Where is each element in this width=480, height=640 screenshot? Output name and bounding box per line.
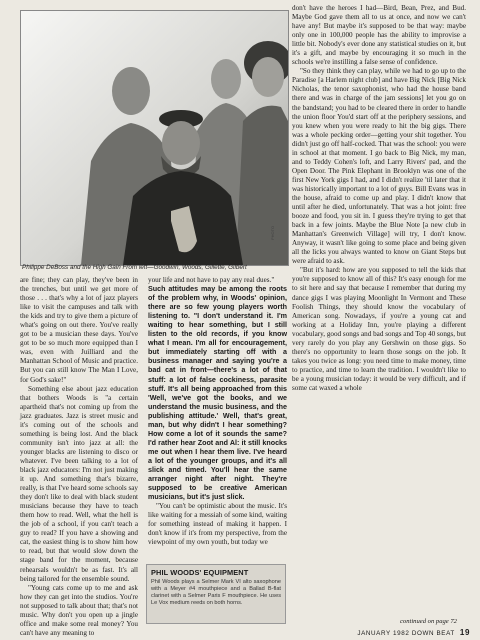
equipment-body: Phil Woods plays a Selmer Mark VI alto saxophone with a Meyer #4 mouthpiece and a Ballad B-flat clarinet with a Selmer Paris F mouthpiece. He uses Le Vox medium reeds on both horns. [151,579,281,607]
issue-label: JANUARY 1982 DOWN BEAT [357,630,455,637]
page-number: 19 [459,628,470,637]
paragraph: Something else about jazz education that bothers Woods is "a certain apartheid that's not coming up from the jazz graduates. Jazz is street music and it's coming out of the schools and something is being lost. And the black community isn't into jazz at all: the younger blacks are listening to disco or whatever. I've been talking to a lot of black jazz educators: I'm not just making it up. And something that's bizarre, really, is that I've heard some schools say they don't like to deal with black student musicians because they have to teach them how to read. Well, what the hell is the job of a school, if you can't teach a guy to read? If you have a showing and cat, the easiest thing is to show him how to read, but that would slow down the stage band for the moment, because rehearsals wouldn't be as fast. It's all being tailored for the ensemble sound. [20,384,138,583]
photo-credit: PHOTO [270,225,275,240]
paragraph: "But it's hard: how are you supposed to tell the kids that you're supposed to know all of this? It's easy enough for me to sit here and say that because I remember that during my dance gigs I was playing Moonlight In Vermont and These Foolish Things, they should know the vocabulary of American song. Nowadays, if you're a young cat and working at a Holiday Inn, you're playing a different vocabulary, good songs and bad songs and Top 40 songs, but very rarely do you play any Gershwin on those gigs. So there's no opportunity to learn those songs on the job. It takes you twice as long: you need time to make money, time to practice, and time to learn the tradition. I wouldn't like to be a young musician today: it would be very difficult, and if some cat waxed a whole [292,266,466,392]
page-footer [340,628,470,637]
paragraph: "You can't be optimistic about the music. It's like waiting for a messiah of some kind, waiting for something instead of making it happen. I don't know if it's from my perspective, from the viewpoint of my own youth, but today we [148,502,287,547]
paragraph: are fine; they can play, they've been in the trenches, but until we get more of those . . . that's why a lot of jazz players like to visit the campuses and talk with the kids and try to give them a picture of what's going on out there. You've really got to be a musician these days. You've got to be so much more equipped than I was, even with Juilliard and the Manhattan School of Music and practice. But you can still know The Man I Love, for God's sake!" [20,276,138,384]
paragraph: "Young cats come up to me and ask how they can get into the studios. You're not supposed to talk about that; that's not music. Why don't you open up a jingle office and make some real money? You can't have any meaning to [20,583,138,637]
article-column-right [292,4,466,393]
photo-caption: Philippe DeBoss and the High Gain From left—Goodwin, Woods, Gillette, Gilbert [22,264,247,271]
paragraph: your life and not have to pay any real dues." [148,276,275,284]
paragraph-lead [148,285,287,502]
article-column-left [20,276,138,638]
group-photo [20,10,289,266]
article-column-middle [148,276,287,547]
paragraph: "So they think they can play, while we had to go up to the Paradise [a Harlem night club] and have Big Nick [Big Nick Nicholas, the tenor saxophonist, who had the house band there and was in charge of the jam sessions] let you go on the bandstand; you had to be cleared there in order to handle the union floor You'd start off at the periphery sessions, and you knew when you were ready to hit the big gigs. There was a whole pecking order—getting your shit together. You didn't just go off half-cocked. That was the school: you were in school at that moment. I go back to Big Nick, my man, and to Teddy Cohen's loft, and Larry Rivers' pad, and the Open Door. The Pink Elephant in Brooklyn was one of the first New York gigs I had, and I didn't realize 'til later that it was historically important to a lot of guys. Bill Evans was in the house, afraid to come up and play. I didn't know that until after he died, unfortunately. That was a hot joint: free booze and food, you sit in. I guess they're trying to get that back in a few joints. Maybe the Blue Note [a new club in Manhattan's Greenwich Village] will try, I don't know. Anyway, it wasn't like going to some place and being given all the licks you always wanted to know on Giant Steps but were afraid to ask. [292,67,466,266]
paragraph: don't have the heroes I had—Bird, Bean, Prez, and Bud. Maybe God gave them all to us at once, and now we can't have any! But maybe it's supposed to be that way: maybe only one in 100,000 people has the ability to improvise a little bit. Nobody's ever done any statistical studies on it, but it's a gift, and maybe by encouraging it so much in the schools we're instilling a false sense of confidence. [292,4,466,67]
lead-text: Such attitudes may be among the roots of the problem why, in Woods' opinion, there are so few young players worth listening to. "I don't understand it. I'm waiting to hear something, but I still listen to the old records, if you know what I mean. I'm all for encouragement, but immediately starting off with a business manager and saying you're a bad cat in front—there's a lot of that stuff: a lot of false cockiness, parasite stuff. It's all being approached from this 'Well, we've got the books, and we understand the music business, and the publishing attitude.' Well, that's great, man, but why didn't I hear something? How come a lot of it sounds the same? I'd rather hear Zoot and Al: it still knocks me out when I hear them live. I've heard a lot of the younger groups, and it's all slick and timed. You'll hear the same arranger night after night. They're supposed to be creative American musicians, but it's just slick. [148,285,287,502]
equipment-title: PHIL WOODS' EQUIPMENT [151,568,249,577]
continued-note: continued on page 72 [400,618,457,625]
equipment-sidebar [146,564,286,624]
photo-illustration [21,11,288,265]
